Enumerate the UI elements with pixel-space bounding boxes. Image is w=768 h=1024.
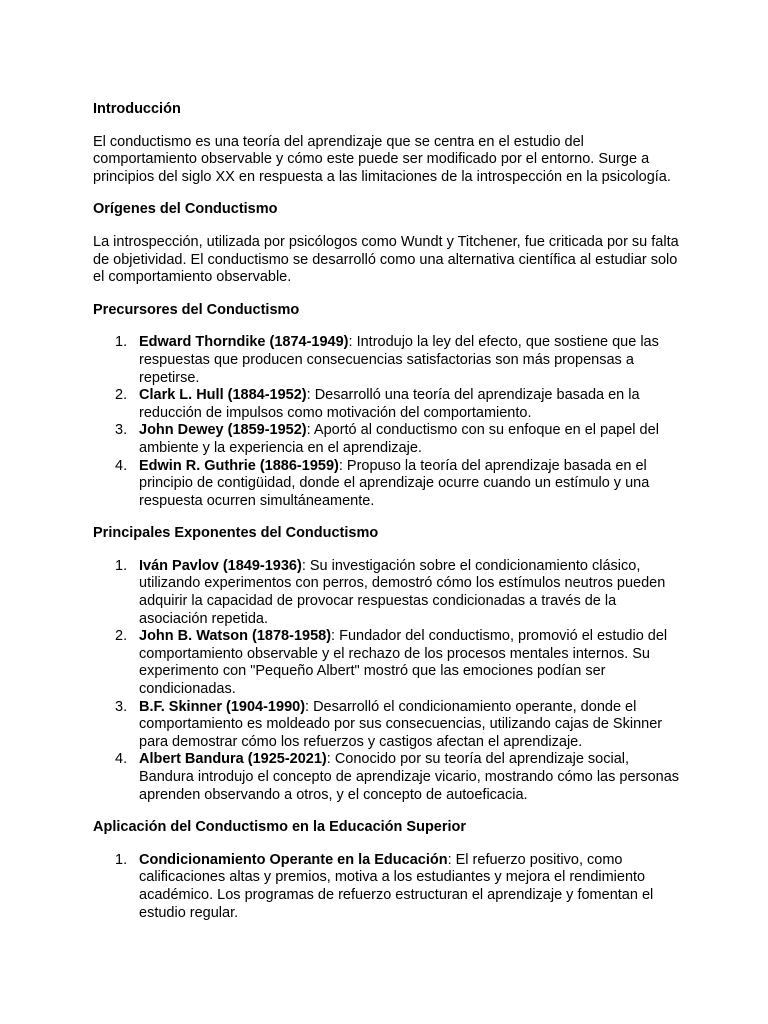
item-text: : Propuso la teoría del aprendizaje basada en el principio de contigüidad, donde el aprendizaje ocurre cuando un estímulo y una respuesta ocurren simultáneamente. bbox=[139, 457, 650, 509]
person-name: Edwin R. Guthrie (1886-1959) bbox=[139, 457, 339, 474]
list-number: 1. bbox=[115, 334, 128, 351]
item-text: : Su investigación sobre el condicionamiento clásico, utilizando experimentos con perros, demostró cómo los estímulos neutros pueden adquirir la capacidad de provocar respuestas condicionadas a través de la asociación repetida. bbox=[139, 557, 666, 627]
item-text: : Aportó al conductismo con su enfoque en el papel del ambiente y la experiencia en el aprendizaje. bbox=[139, 422, 659, 456]
exponents-heading: Principales Exponentes del Conductismo bbox=[93, 525, 379, 542]
list-number: 2. bbox=[115, 628, 128, 645]
list-item bbox=[93, 628, 683, 698]
origins-heading: Orígenes del Conductismo bbox=[93, 201, 278, 218]
document-page bbox=[93, 101, 683, 922]
person-name: Iván Pavlov (1849-1936) bbox=[139, 557, 302, 574]
precursors-heading: Precursores del Conductismo bbox=[93, 301, 300, 318]
person-name: Edward Thorndike (1874-1949) bbox=[139, 334, 349, 351]
precursors-list bbox=[93, 334, 683, 510]
list-item bbox=[93, 334, 683, 387]
list-number: 4. bbox=[115, 751, 128, 768]
application-heading: Aplicación del Conductismo en la Educación Superior bbox=[93, 819, 467, 836]
person-name: Albert Bandura (1925-2021) bbox=[139, 751, 327, 768]
application-list bbox=[93, 852, 683, 922]
person-name: John B. Watson (1878-1958) bbox=[139, 628, 332, 645]
list-item bbox=[93, 387, 683, 422]
list-number: 1. bbox=[115, 557, 128, 574]
list-item bbox=[93, 751, 683, 804]
item-text: : Desarrolló una teoría del aprendizaje basada en la reducción de impulsos como motivación del comportamiento. bbox=[139, 387, 640, 421]
list-number: 3. bbox=[115, 698, 128, 715]
list-item bbox=[93, 422, 683, 457]
item-text: : Desarrolló el condicionamiento operante, donde el comportamiento es moldeado por sus consecuencias, utilizando cajas de Skinner para demostrar cómo los refuerzos y castigos afectan el aprendizaje. bbox=[139, 698, 663, 750]
list-item bbox=[93, 852, 683, 922]
list-item bbox=[93, 558, 683, 628]
list-number: 1. bbox=[115, 851, 128, 868]
list-number: 3. bbox=[115, 422, 128, 439]
item-text: : El refuerzo positivo, como calificaciones altas y premios, motiva a los estudiantes y mejora el rendimiento académico. Los programas de refuerzo estructuran el aprendizaje y fomentan el estudio regular. bbox=[139, 851, 654, 921]
intro-heading: Introducción bbox=[93, 101, 181, 117]
exponents-list bbox=[93, 558, 683, 804]
list-item bbox=[93, 458, 683, 511]
list-item bbox=[93, 699, 683, 752]
person-name: Clark L. Hull (1884-1952) bbox=[139, 387, 307, 404]
list-number: 4. bbox=[115, 457, 128, 474]
person-name: John Dewey (1859-1952) bbox=[139, 422, 307, 439]
list-number: 2. bbox=[115, 387, 128, 404]
item-title: Condicionamiento Operante en la Educación bbox=[139, 851, 448, 868]
item-text: : Introdujo la ley del efecto, que sostiene que las respuestas que producen consecuencias satisfactorias son más propensas a repetirse. bbox=[139, 334, 659, 386]
person-name: B.F. Skinner (1904-1990) bbox=[139, 698, 306, 715]
origins-paragraph: La introspección, utilizada por psicólogos como Wundt y Titchener, fue criticada por su falta de objetividad. El conductismo se desarrolló como una alternativa científica al estudiar solo el comportamiento observable. bbox=[93, 233, 679, 286]
item-text: : Fundador del conductismo, promovió el estudio del comportamiento observable y el rechazo de los procesos mentales internos. Su experimento con "Pequeño Albert" mostró que las emociones podían ser condicionadas. bbox=[139, 628, 668, 698]
item-text: : Conocido por su teoría del aprendizaje social, Bandura introdujo el concepto de aprendizaje vicario, mostrando cómo las personas aprenden observando a otros, y el concepto de autoeficacia. bbox=[139, 751, 680, 803]
intro-paragraph: El conductismo es una teoría del aprendizaje que se centra en el estudio del comportamiento observable y cómo este puede ser modificado por el entorno. Surge a principios del siglo XX en respuesta a las limitaciones de la introspección en la psicología. bbox=[93, 133, 671, 185]
